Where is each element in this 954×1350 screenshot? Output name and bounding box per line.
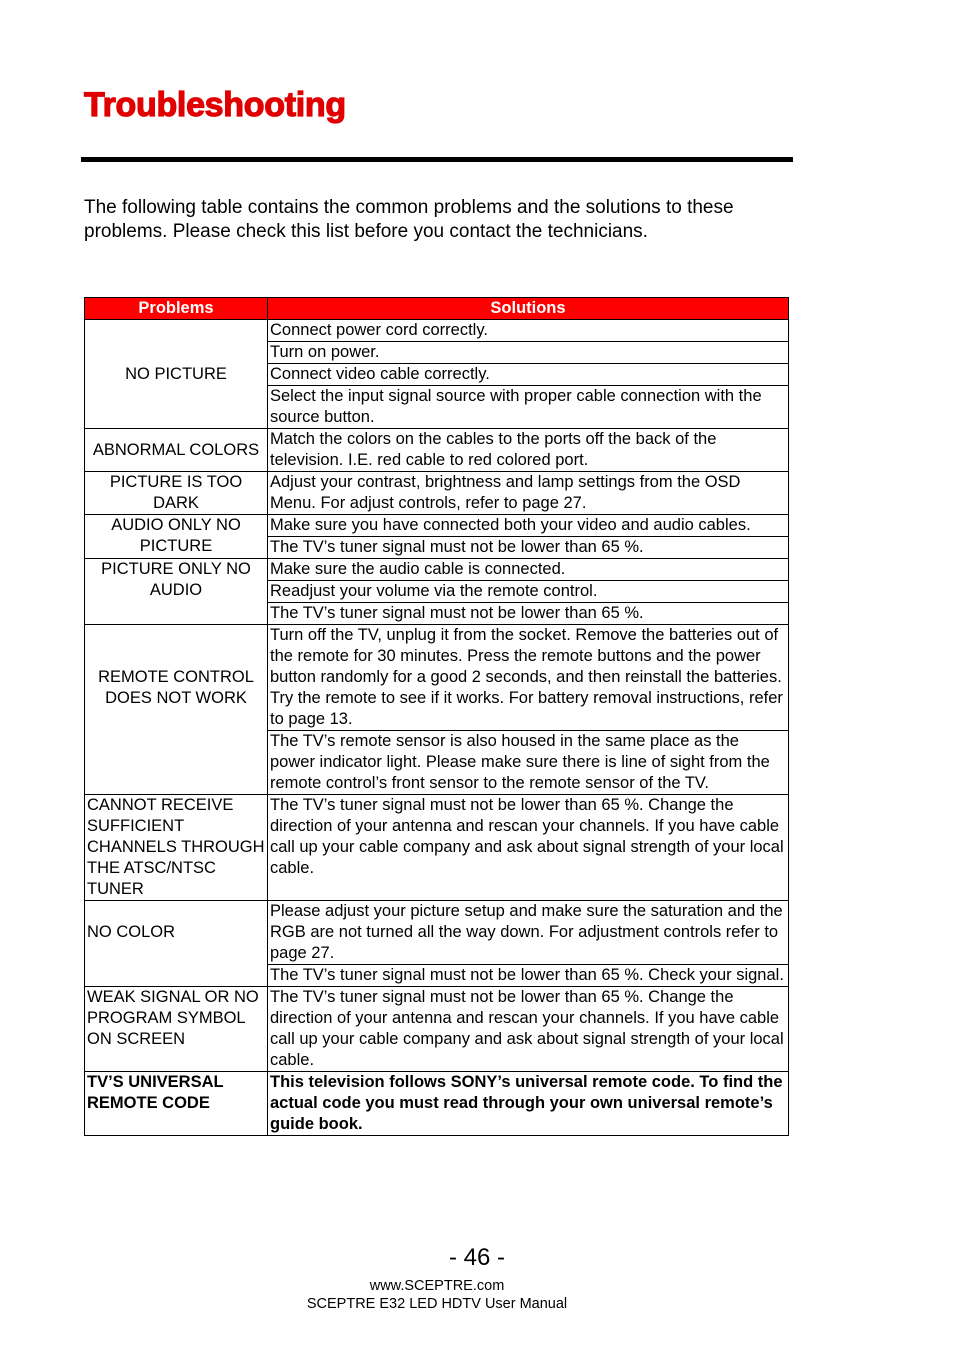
page-number: - 46 - bbox=[448, 1244, 505, 1271]
footer-website: www.SCEPTRE.com bbox=[369, 1278, 505, 1294]
problem-cell: ABNORMAL COLORS bbox=[85, 429, 268, 472]
table-row bbox=[85, 901, 789, 965]
problem-cell: NO PICTURE bbox=[85, 320, 268, 429]
problem-cell: AUDIO ONLY NO PICTURE bbox=[85, 515, 268, 559]
solution-cell: The TV’s tuner signal must not be lower than 65 %. bbox=[268, 537, 789, 559]
solution-cell: The TV’s remote sensor is also housed in the same place as the power indicator light. Please make sure there is line of sight from the remote control’s front sensor to the remote sensor of the TV. bbox=[268, 731, 789, 795]
problem-cell: TV’S UNIVERSAL REMOTE CODE bbox=[85, 1072, 268, 1136]
solution-cell: Match the colors on the cables to the ports off the back of the television. I.E. red cable to red colored port. bbox=[268, 429, 789, 472]
solution-cell: Turn on power. bbox=[268, 342, 789, 364]
problem-cell: PICTURE IS TOO DARK bbox=[85, 472, 268, 515]
problem-cell: WEAK SIGNAL OR NO PROGRAM SYMBOL ON SCREEN bbox=[85, 987, 268, 1072]
title-divider bbox=[81, 157, 793, 162]
table-row bbox=[85, 1072, 789, 1136]
header-problems: Problems bbox=[85, 298, 268, 320]
solution-cell: The TV’s tuner signal must not be lower than 65 %. Change the direction of your antenna and rescan your channels. If you have cable call up your cable company and ask about signal strength of your local cable. bbox=[268, 795, 789, 901]
solution-cell: Connect power cord correctly. bbox=[268, 320, 789, 342]
solution-cell: Adjust your contrast, brightness and lamp settings from the OSD Menu. For adjust controls, refer to page 27. bbox=[268, 472, 789, 515]
solution-cell: Connect video cable correctly. bbox=[268, 364, 789, 386]
troubleshooting-table bbox=[84, 297, 789, 1136]
problem-cell: REMOTE CONTROL DOES NOT WORK bbox=[85, 625, 268, 795]
problem-cell: NO COLOR bbox=[85, 901, 268, 987]
table-row bbox=[85, 472, 789, 515]
solution-cell: Readjust your volume via the remote control. bbox=[268, 581, 789, 603]
table-row bbox=[85, 320, 789, 342]
solution-cell: The TV’s tuner signal must not be lower than 65 %. bbox=[268, 603, 789, 625]
solution-cell: Select the input signal source with proper cable connection with the source button. bbox=[268, 386, 789, 429]
table-row bbox=[85, 559, 789, 581]
table-row bbox=[85, 795, 789, 901]
solution-cell: The TV’s tuner signal must not be lower than 65 %. Check your signal. bbox=[268, 965, 789, 987]
footer-manual-title: SCEPTRE E32 LED HDTV User Manual bbox=[306, 1296, 568, 1312]
problem-cell: CANNOT RECEIVE SUFFICIENT CHANNELS THROUGH THE ATSC/NTSC TUNER bbox=[85, 795, 268, 901]
table-row bbox=[85, 429, 789, 472]
solution-cell: This television follows SONY’s universal remote code. To find the actual code you must read through your own universal remote’s guide book. bbox=[268, 1072, 789, 1136]
solution-cell: Make sure the audio cable is connected. bbox=[268, 559, 789, 581]
problem-cell: PICTURE ONLY NO AUDIO bbox=[85, 559, 268, 625]
solution-cell: Please adjust your picture setup and make sure the saturation and the RGB are not turned all the way down. For adjustment controls refer to page 27. bbox=[268, 901, 789, 965]
page-title: Troubleshooting bbox=[84, 86, 346, 124]
table-header-row bbox=[85, 298, 789, 320]
intro-paragraph: The following table contains the common problems and the solutions to these problems. Please check this list before you contact the technicians. bbox=[84, 197, 734, 242]
solution-cell: The TV’s tuner signal must not be lower than 65 %. Change the direction of your antenna and rescan your channels. If you have cable call up your cable company and ask about signal strength of your local cable. bbox=[268, 987, 789, 1072]
table-row bbox=[85, 515, 789, 537]
table-row bbox=[85, 987, 789, 1072]
table-row bbox=[85, 625, 789, 731]
header-solutions: Solutions bbox=[268, 298, 789, 320]
solution-cell: Make sure you have connected both your video and audio cables. bbox=[268, 515, 789, 537]
solution-cell: Turn off the TV, unplug it from the socket. Remove the batteries out of the remote for 30 minutes. Press the remote buttons and the power button randomly for a good 2 seconds, and then reinstall the batteries. Try the remote to see if it works. For battery removal instructions, refer to page 13. bbox=[268, 625, 789, 731]
